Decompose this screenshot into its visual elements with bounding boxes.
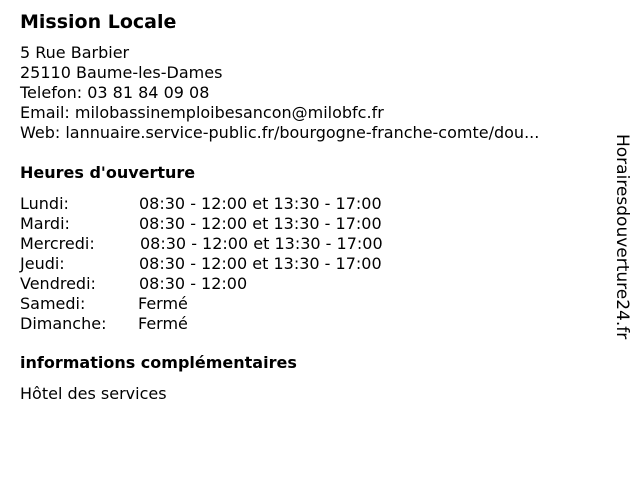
day-label: Lundi: bbox=[20, 194, 69, 213]
day-hours: Fermé bbox=[138, 294, 188, 313]
day-label: Dimanche: bbox=[20, 314, 107, 333]
day-hours: 08:30 - 12:00 et 13:30 - 17:00 bbox=[139, 194, 382, 213]
page-title: Mission Locale bbox=[20, 11, 177, 33]
additional-info-text: Hôtel des services bbox=[20, 384, 167, 403]
day-hours: 08:30 - 12:00 bbox=[139, 274, 248, 293]
day-label: Mercredi: bbox=[20, 234, 95, 253]
day-label: Vendredi: bbox=[20, 274, 96, 293]
address-city: 25110 Baume-les-Dames bbox=[20, 63, 223, 82]
opening-hours-heading: Heures d'ouverture bbox=[20, 163, 196, 182]
day-hours: Fermé bbox=[138, 314, 188, 333]
address-street: 5 Rue Barbier bbox=[20, 43, 130, 62]
day-hours: 08:30 - 12:00 et 13:30 - 17:00 bbox=[140, 234, 383, 253]
phone-number: Telefon: 03 81 84 09 08 bbox=[20, 83, 210, 102]
site-watermark: Horairesdouverture24.fr bbox=[612, 134, 632, 340]
email-address: Email: milobassinemploibesancon@milobfc.fr bbox=[20, 103, 384, 122]
additional-info-heading: informations complémentaires bbox=[20, 353, 297, 372]
day-hours: 08:30 - 12:00 et 13:30 - 17:00 bbox=[139, 214, 382, 233]
day-hours: 08:30 - 12:00 et 13:30 - 17:00 bbox=[139, 254, 382, 273]
website-link[interactable]: Web: lannuaire.service-public.fr/bourgogne-franche-comte/dou... bbox=[20, 123, 540, 142]
day-label: Mardi: bbox=[20, 214, 70, 233]
day-label: Jeudi: bbox=[20, 254, 65, 273]
contact-block bbox=[20, 43, 539, 143]
day-label: Samedi: bbox=[20, 294, 86, 313]
